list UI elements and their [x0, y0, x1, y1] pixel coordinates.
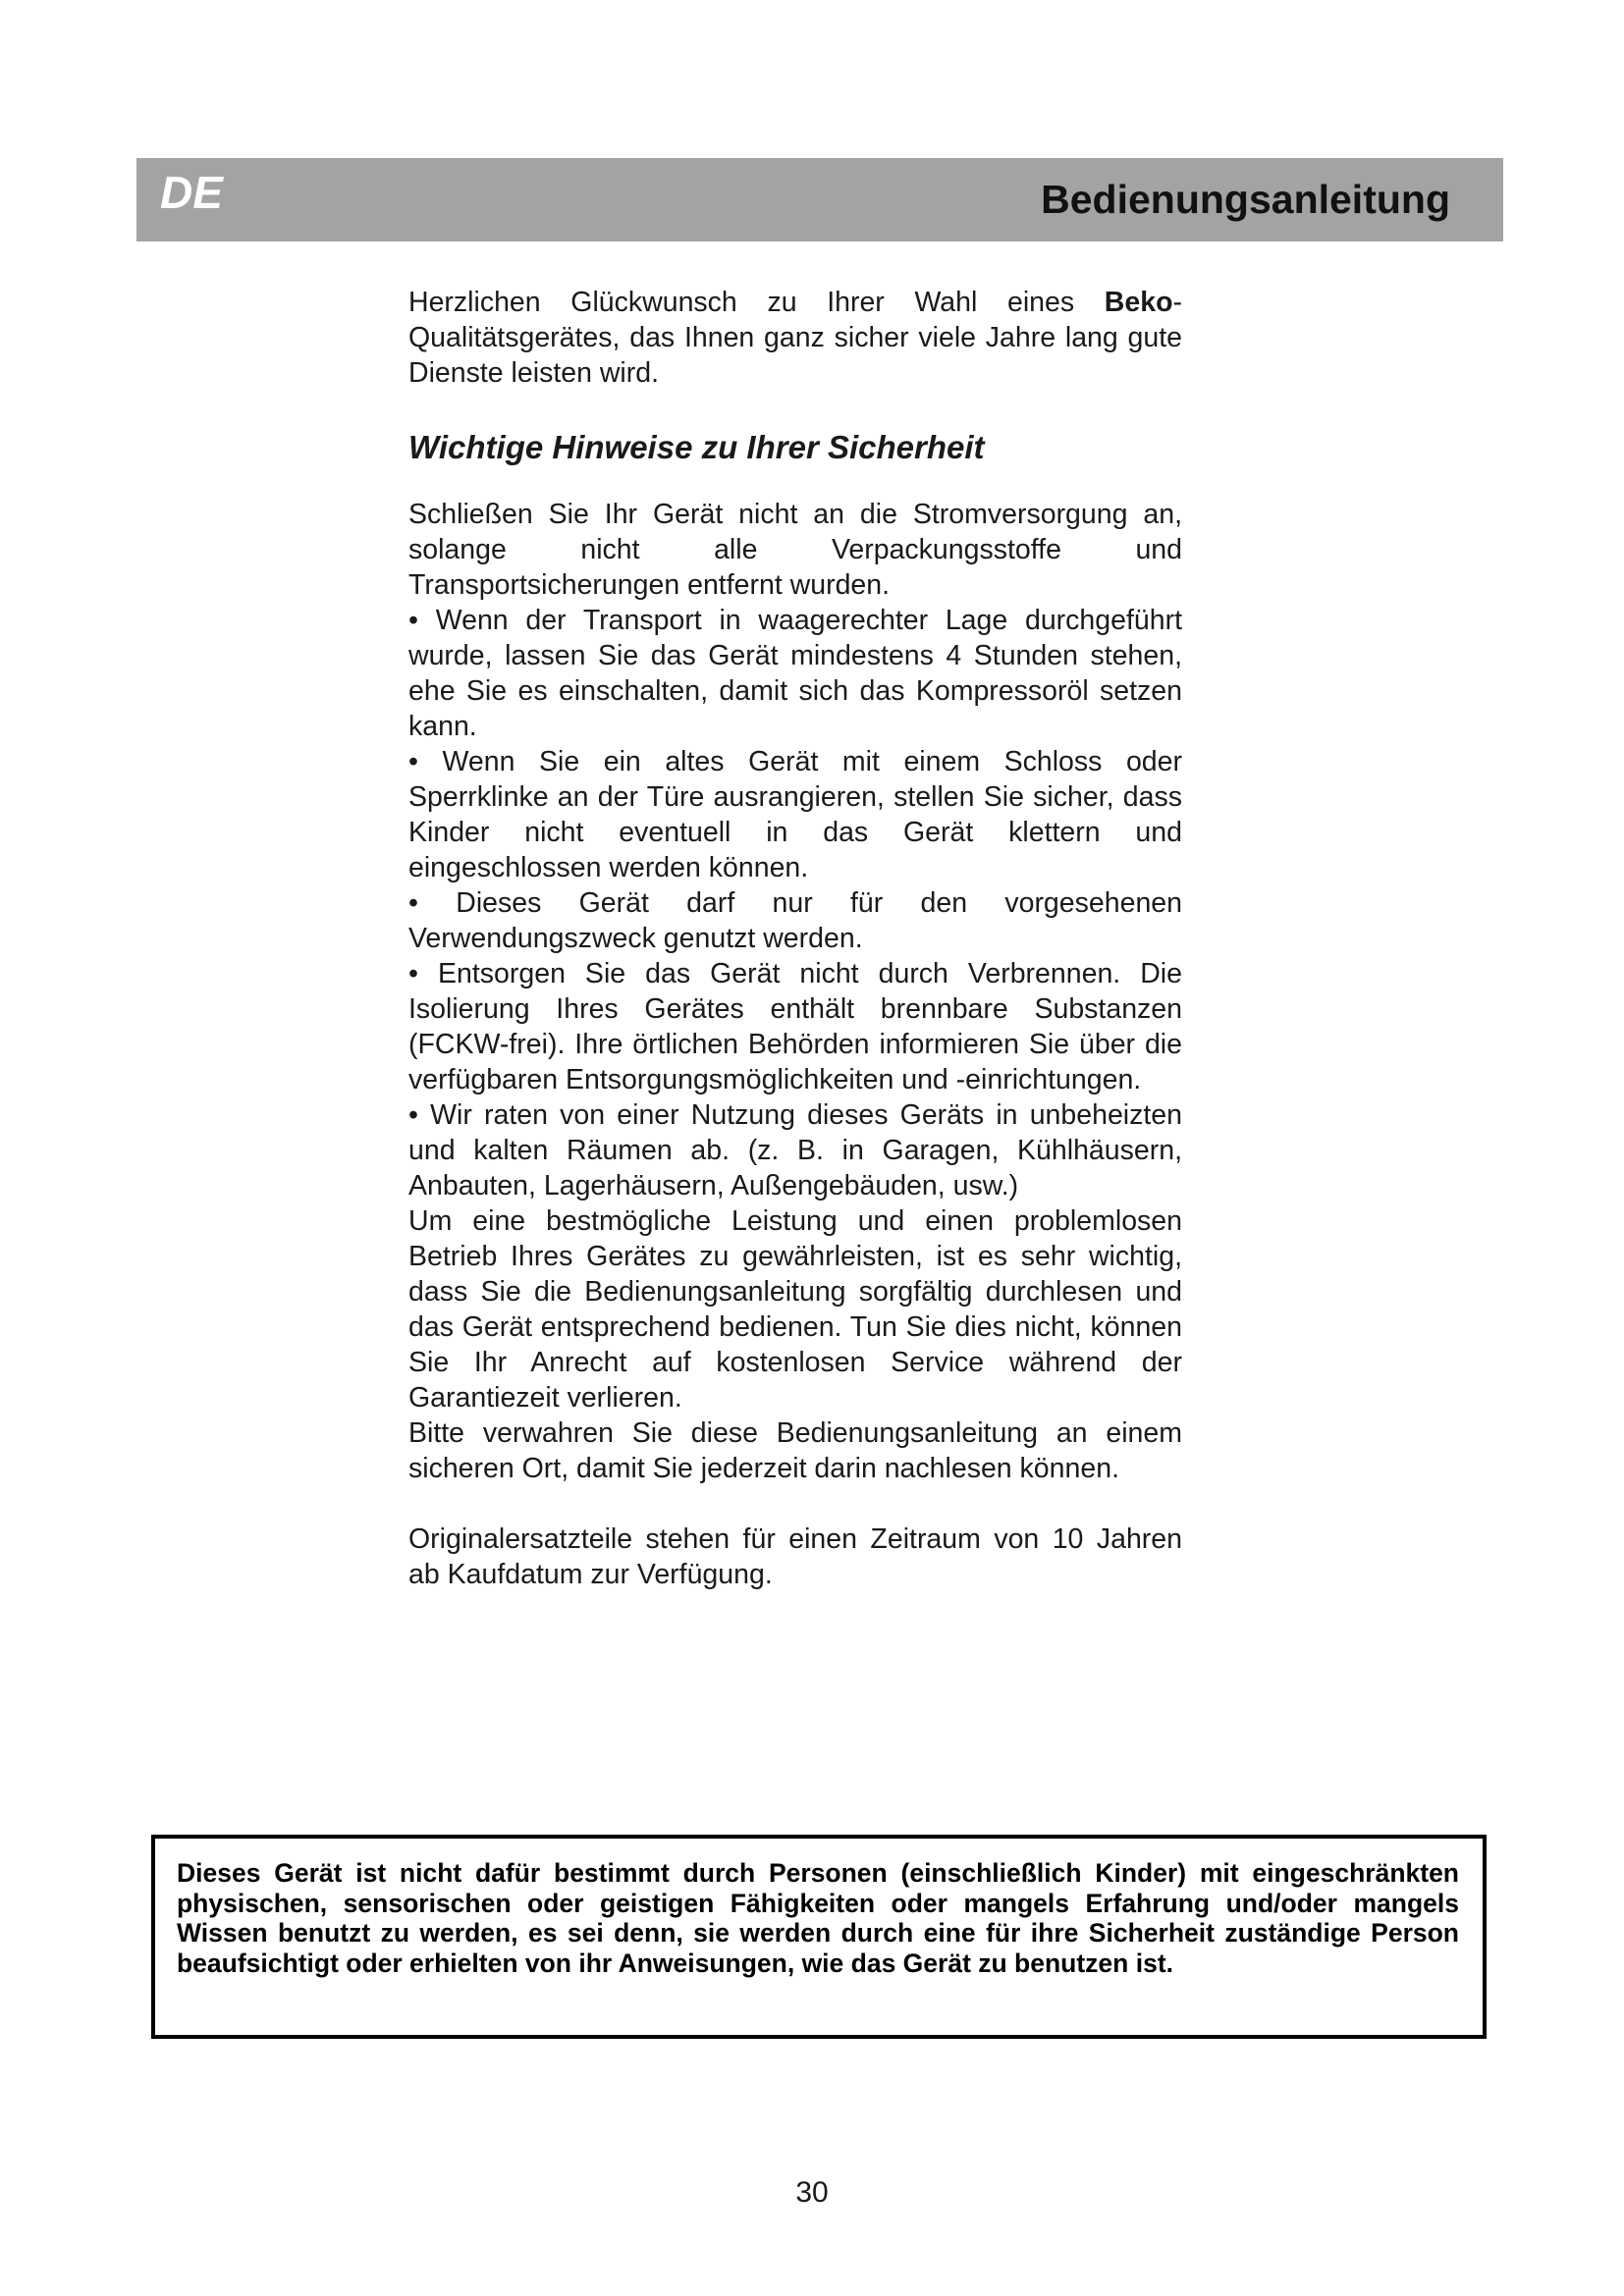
- intro-paragraph: [408, 285, 1182, 391]
- main-content: [408, 285, 1182, 1592]
- header-bar: [136, 158, 1503, 241]
- notice-text: Dieses Gerät ist nicht dafür bestimmt durch Personen (einschließlich Kinder) mit eingeschränkten physischen, sensorischen oder geistigen Fähigkeiten oder mangels Erfahrung und/oder mangels Wissen benutzt zu werden, es sei denn, sie werden durch eine für ihre Sicherheit zuständige Person beaufsichtigt oder erhielten von ihr Anweisungen, wie das Gerät zu benutzen ist.: [177, 1858, 1459, 1978]
- spare-parts-paragraph: Originalersatzteile stehen für einen Zeitraum von 10 Jahren ab Kaufdatum zur Verfügung.: [408, 1523, 1182, 1590]
- safety-paragraph: • Entsorgen Sie das Gerät nicht durch Verbrennen. Die Isolierung Ihres Gerätes enthält brennbare Substanzen (FCKW-frei). Ihre örtlichen Behörden informieren Sie über die verfügbaren Entsorgungsmöglichkeiten und -einrichtungen.: [408, 958, 1182, 1095]
- document-title: Bedienungsanleitung: [1041, 177, 1450, 222]
- safety-paragraph: Schließen Sie Ihr Gerät nicht an die Stromversorgung an, solange nicht alle Verpackungsstoffe und Transportsicherungen entfernt wurden.: [408, 499, 1182, 601]
- language-label: DE: [160, 167, 223, 218]
- safety-paragraph: • Wir raten von einer Nutzung dieses Geräts in unbeheizten und kalten Räumen ab. (z. B. in Garagen, Kühlhäusern, Anbauten, Lagerhäusern, Außengebäuden, usw.): [408, 1099, 1182, 1201]
- safety-paragraph: • Dieses Gerät darf nur für den vorgesehenen Verwendungszweck genutzt werden.: [408, 887, 1182, 954]
- safety-paragraph: Um eine bestmögliche Leistung und einen problemlosen Betrieb Ihres Gerätes zu gewährleisten, ist es sehr wichtig, dass Sie die Bedienungsanleitung sorgfältig durchlesen und das Gerät entsprechend bedienen. Tun Sie dies nicht, können Sie Ihr Anrecht auf kostenlosen Service während der Garantiezeit verlieren.: [408, 1205, 1182, 1414]
- safety-paragraph: • Wenn der Transport in waagerechter Lage durchgeführt wurde, lassen Sie das Gerät mindestens 4 Stunden stehen, ehe Sie es einschalten, damit sich das Kompressoröl setzen kann.: [408, 605, 1182, 742]
- safety-paragraph: Bitte verwahren Sie diese Bedienungsanleitung an einem sicheren Ort, damit Sie jederzeit darin nachlesen können.: [408, 1417, 1182, 1484]
- intro-text-after: -Qualitätsgerätes, das Ihnen ganz sicher viele Jahre lang gute Dienste leisten wird.: [408, 287, 1182, 389]
- brand-name: Beko: [1104, 287, 1173, 318]
- intro-text-before: Herzlichen Glückwunsch zu Ihrer Wahl eines: [408, 287, 1105, 318]
- safety-paragraph: • Wenn Sie ein altes Gerät mit einem Schloss oder Sperrklinke an der Türe ausrangieren, stellen Sie sicher, dass Kinder nicht eventuell in das Gerät klettern und eingeschlossen werden können.: [408, 746, 1182, 883]
- page-number: 30: [795, 2176, 829, 2209]
- notice-box: [151, 1835, 1487, 2039]
- safety-heading: Wichtige Hinweise zu Ihrer Sicherheit: [408, 429, 985, 465]
